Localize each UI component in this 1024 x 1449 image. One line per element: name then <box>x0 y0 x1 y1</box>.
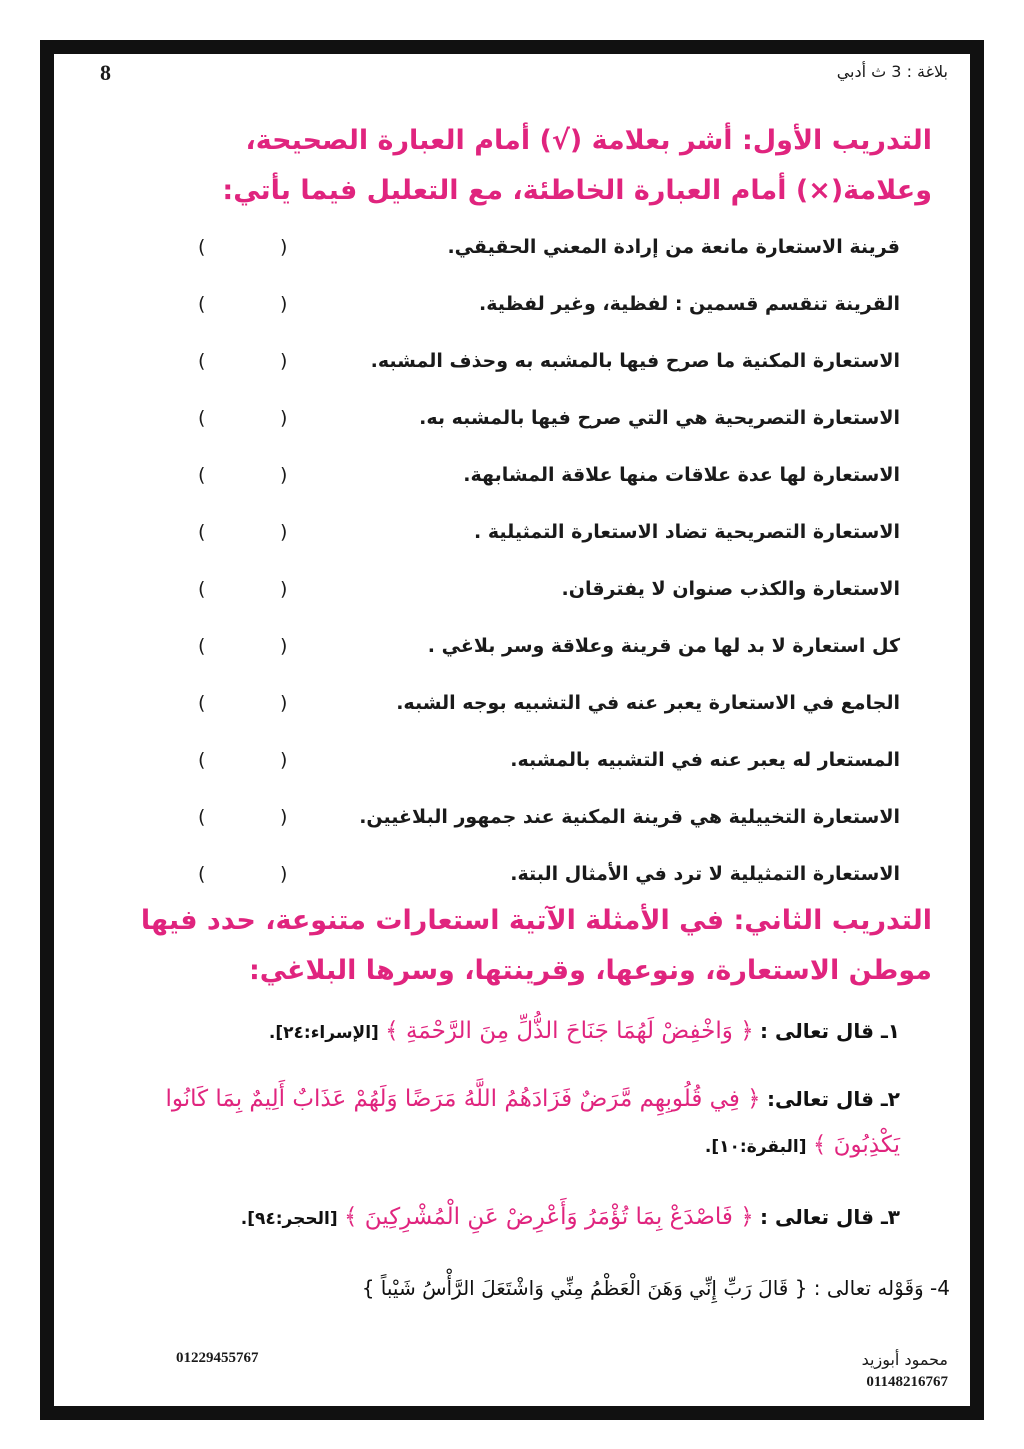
true-false-item <box>140 446 900 503</box>
author-name: محمود أبوزيد <box>861 1350 948 1369</box>
true-false-item <box>140 617 900 674</box>
answer-paren-open: ( <box>280 520 288 543</box>
exercise2-title: التدريب الثاني: في الأمثلة الآتية استعارات متنوعة، حدد فيها موطن الاستعارة، ونوعها، وقرينتها، وسرها البلاغي: <box>140 905 932 986</box>
exercise1-title: التدريب الأول: أشر بعلامة (√) أمام العبارة الصحيحة، وعلامة(×) أمام العبارة الخاطئة، مع التعليل فيما يأتي: <box>222 125 932 206</box>
answer-paren-close: ) <box>198 349 206 372</box>
example-3 <box>110 1194 900 1242</box>
answer-paren-open: ( <box>280 634 288 657</box>
statement-text: الاستعارة المكنية ما صرح فيها بالمشبه به وحذف المشبه. <box>370 349 900 372</box>
true-false-item <box>140 332 900 389</box>
example-label: ٢ـ قال تعالى: <box>767 1087 900 1111</box>
secondary-phone: 01229455767 <box>176 1350 259 1366</box>
statement-text: قرينة الاستعارة مانعة من إرادة المعني الحقيقي. <box>447 235 900 258</box>
answer-paren-close: ) <box>198 577 206 600</box>
true-false-item <box>140 275 900 332</box>
verse-text: ﴿ وَاخْفِضْ لَهُمَا جَنَاحَ الذُّلِّ مِنَ الرَّحْمَةِ ﴾ <box>385 1018 754 1044</box>
verse-reference: [البقرة:١٠]. <box>704 1137 807 1157</box>
answer-paren-open: ( <box>280 691 288 714</box>
true-false-item <box>140 218 900 275</box>
answer-paren-open: ( <box>280 862 288 885</box>
exercise1-items <box>140 218 900 902</box>
subject-label: بلاغة : 3 ث أدبي <box>836 62 948 81</box>
answer-paren-close: ) <box>198 520 206 543</box>
statement-text: الاستعارة التمثيلية لا ترد في الأمثال البتة. <box>510 862 900 885</box>
example-label: ٣ـ قال تعالى : <box>760 1205 900 1229</box>
answer-paren-close: ) <box>198 406 206 429</box>
page-content <box>54 54 970 1406</box>
statement-text: المستعار له يعبر عنه في التشبيه بالمشبه. <box>510 748 900 771</box>
statement-text: القرينة تنقسم قسمين : لفظية، وغير لفظية. <box>479 292 900 315</box>
verse-reference: [الإسراء:٢٤]. <box>268 1023 379 1043</box>
answer-paren-open: ( <box>280 349 288 372</box>
answer-paren-open: ( <box>280 805 288 828</box>
statement-text: الاستعارة التخييلية هي قرينة المكنية عند جمهور البلاغيين. <box>359 805 900 828</box>
true-false-item <box>140 845 900 902</box>
true-false-item <box>140 788 900 845</box>
example-label: ١ـ قال تعالى : <box>760 1019 900 1043</box>
example-1 <box>110 1008 900 1056</box>
true-false-item <box>140 674 900 731</box>
answer-paren-close: ) <box>198 691 206 714</box>
answer-paren-open: ( <box>280 235 288 258</box>
answer-paren-close: ) <box>198 748 206 771</box>
true-false-item <box>140 731 900 788</box>
statement-text: الاستعارة لها عدة علاقات منها علاقة المشابهة. <box>463 463 900 486</box>
verse-text: ﴿ فِي قُلُوبِهِم مَّرَضٌ فَزَادَهُمُ اللَّهُ مَرَضًا وَلَهُمْ عَذَابٌ أَلِيمٌ بِمَا كَانُوا يَكْذِبُونَ ﴾ <box>165 1086 900 1158</box>
page-number: 8 <box>100 60 111 85</box>
answer-paren-close: ) <box>198 292 206 315</box>
answer-paren-open: ( <box>280 292 288 315</box>
statement-text: الاستعارة التصريحية تضاد الاستعارة التمثيلية . <box>474 520 900 543</box>
answer-paren-close: ) <box>198 463 206 486</box>
answer-paren-close: ) <box>198 634 206 657</box>
author-phone: 01148216767 <box>866 1374 948 1390</box>
true-false-item <box>140 560 900 617</box>
example-4: 4- وَقَوْله تعالى : { قَالَ رَبِّ إِنِّي وَهَنَ الْعَظْمُ مِنِّي وَاشْتَعَلَ الرَّأْسُ شَيْباً } <box>361 1276 950 1300</box>
true-false-item <box>140 503 900 560</box>
verse-text: ﴿ فَاصْدَعْ بِمَا تُؤْمَرُ وَأَعْرِضْ عَنِ الْمُشْرِكِينَ ﴾ <box>343 1204 754 1230</box>
statement-text: الاستعارة والكذب صنوان لا يفترقان. <box>561 577 900 600</box>
answer-paren-open: ( <box>280 577 288 600</box>
verse-reference: [الحجر:٩٤]. <box>240 1209 338 1229</box>
answer-paren-close: ) <box>198 862 206 885</box>
true-false-item <box>140 389 900 446</box>
example-2 <box>110 1076 900 1170</box>
statement-text: الاستعارة التصريحية هي التي صرح فيها بالمشبه به. <box>419 406 900 429</box>
answer-paren-open: ( <box>280 748 288 771</box>
answer-paren-close: ) <box>198 235 206 258</box>
statement-text: الجامع في الاستعارة يعبر عنه في التشبيه بوجه الشبه. <box>396 691 900 714</box>
answer-paren-close: ) <box>198 805 206 828</box>
answer-paren-open: ( <box>280 463 288 486</box>
statement-text: كل استعارة لا بد لها من قرينة وعلاقة وسر بلاغي . <box>427 634 900 657</box>
answer-paren-open: ( <box>280 406 288 429</box>
